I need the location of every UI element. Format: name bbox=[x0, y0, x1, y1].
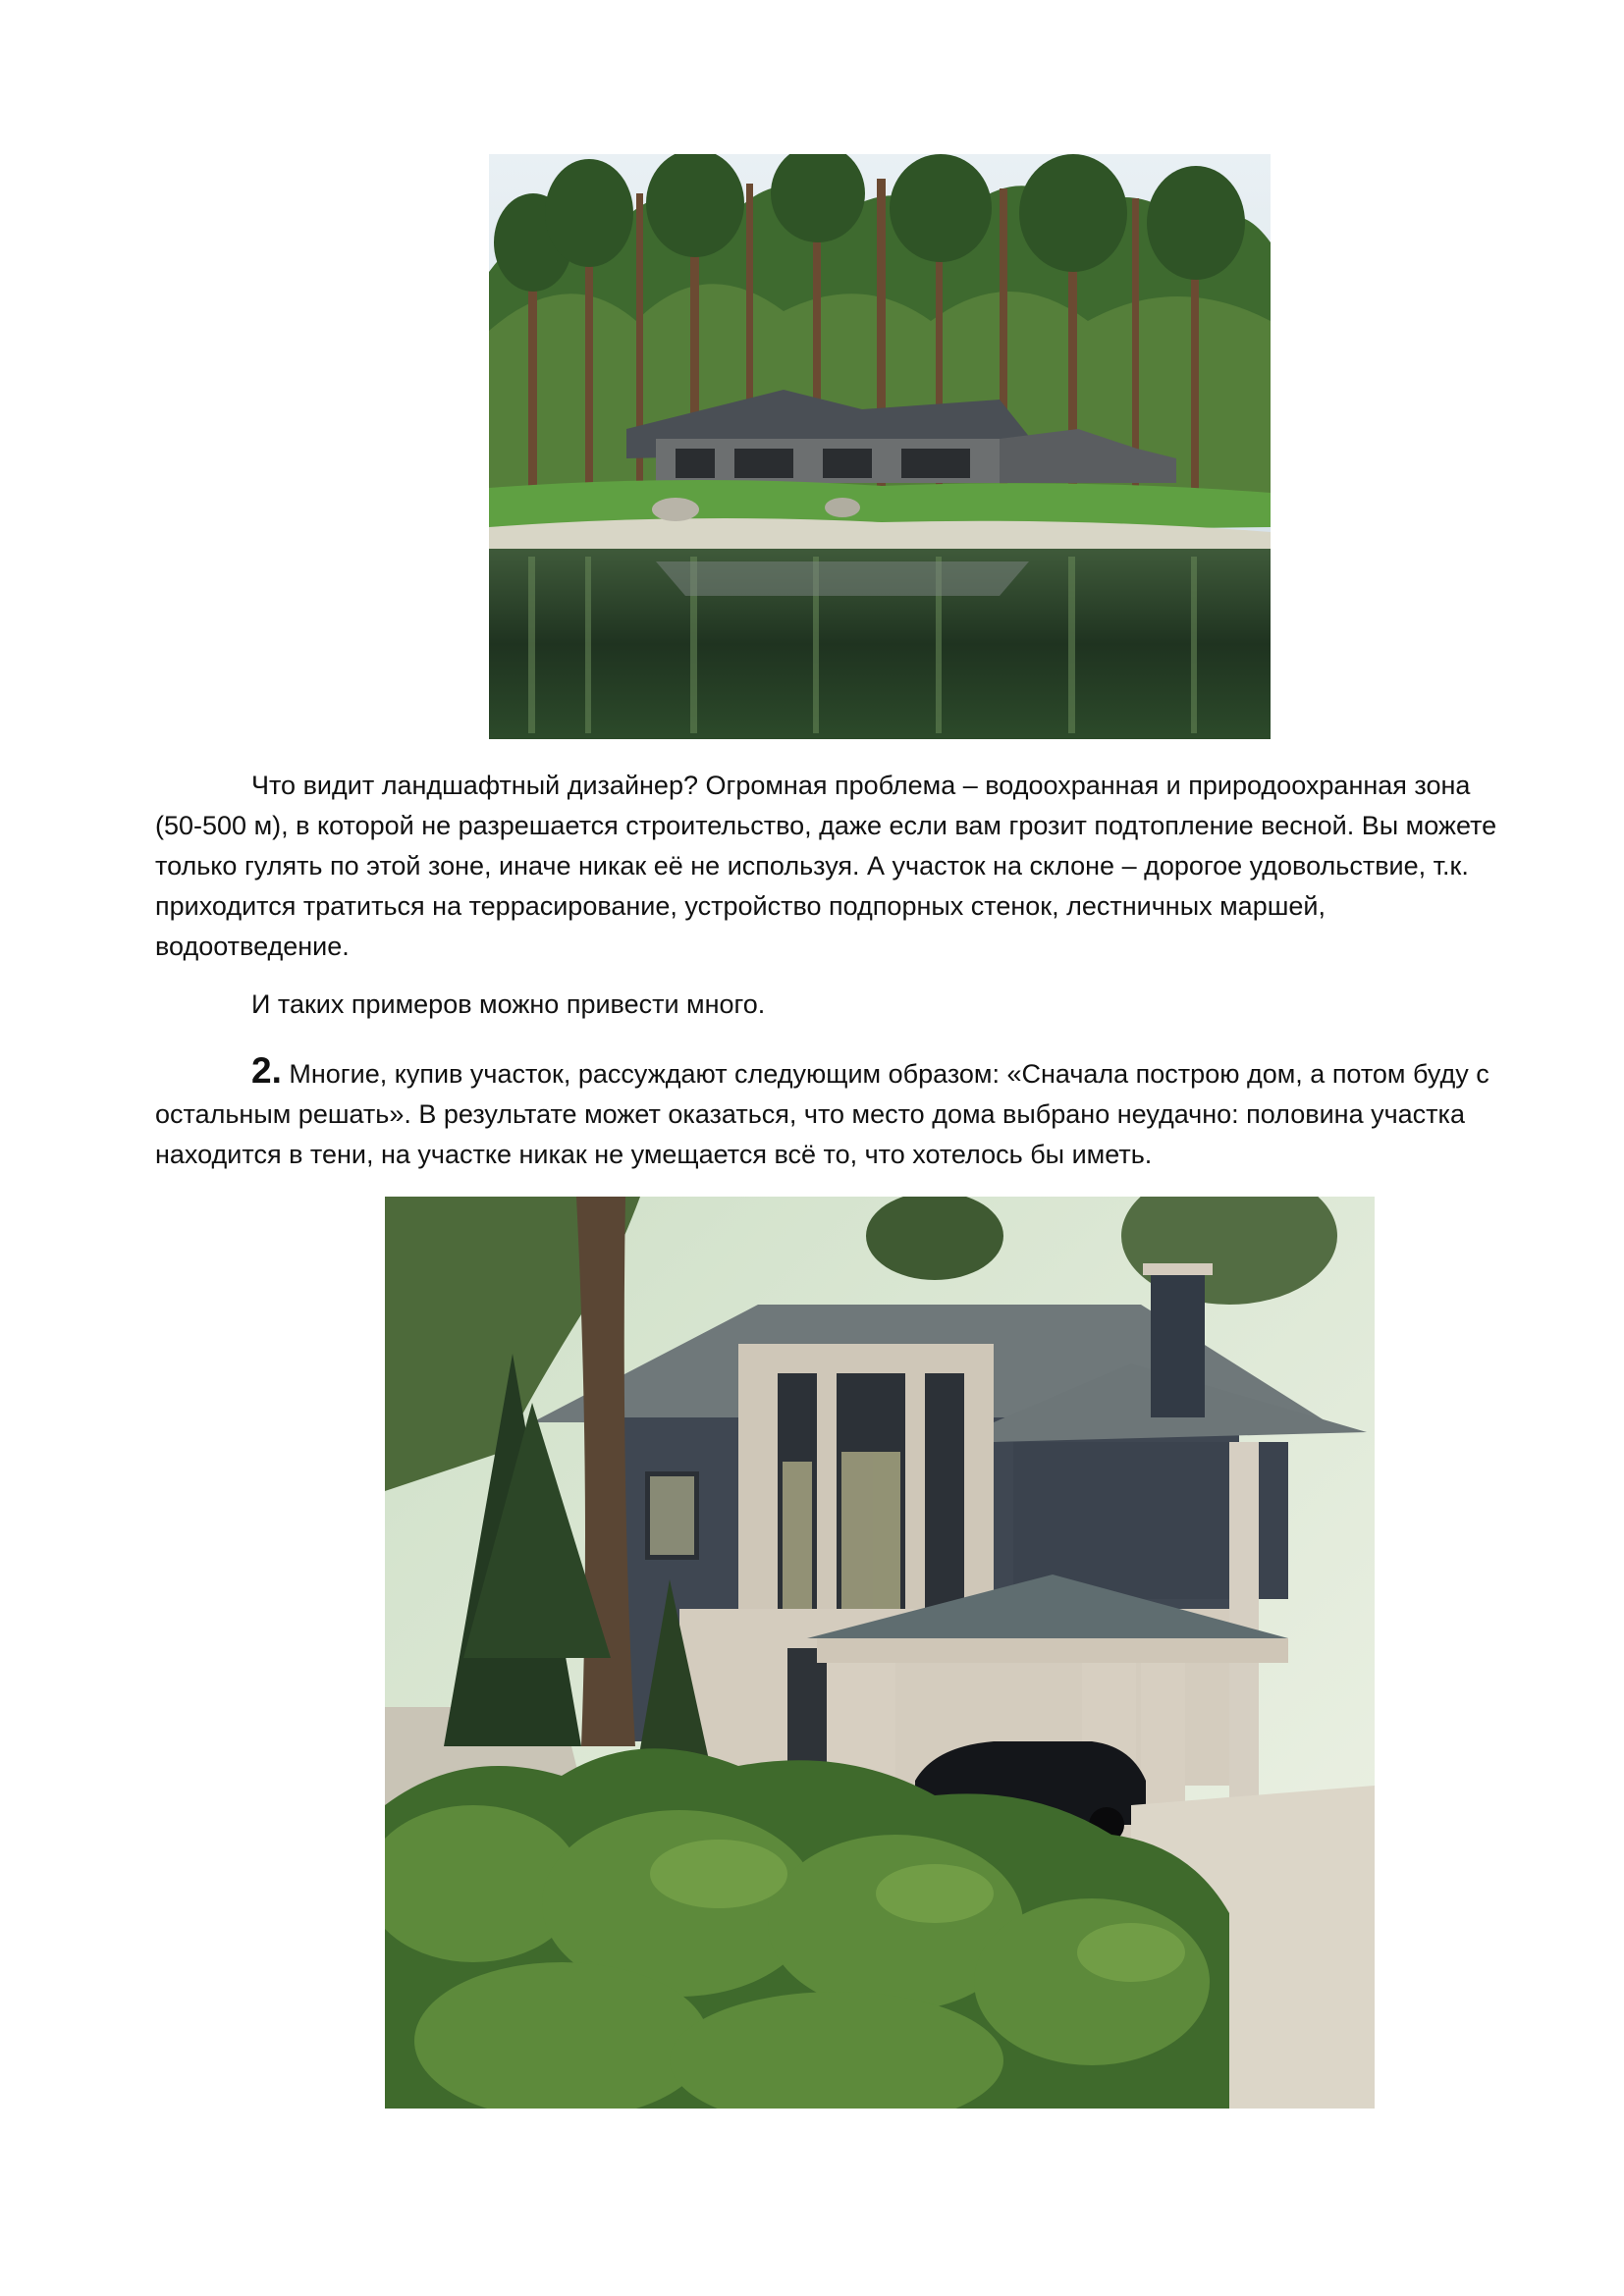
paragraph-text: Что видит ландшафтный дизайнер? Огромная проблема – водоохранная и природоохранная зона (50-500 м), в которой не разрешается строительство, даже если вам грозит подтопление весной. Вы можете только гулять по этой зоне, иначе никак её не используя. А участок на склоне – дорогое удовольствие, т.к. приходится тратиться на террасирование, устройство подпорных стенок, лестничных маршей, водоотведение. bbox=[155, 771, 1497, 961]
paragraph-landscape-problem bbox=[155, 766, 1510, 967]
lakeside-house-photo bbox=[489, 154, 1271, 739]
list-number: 2. bbox=[251, 1050, 282, 1091]
paragraph-examples bbox=[155, 985, 1510, 1025]
paragraph-text: Многие, купив участок, рассуждают следующим образом: «Сначала построю дом, а потом буду с остальным решать». В результате может оказаться, что место дома выбрано неудачно: половина участка находится в тени, на участке никак не умещается всё то, что хотелось бы иметь. bbox=[155, 1059, 1489, 1169]
house-render-photo bbox=[385, 1197, 1375, 2109]
paragraph-point-2 bbox=[155, 1050, 1510, 1175]
paragraph-text: И таких примеров можно привести много. bbox=[251, 989, 766, 1019]
